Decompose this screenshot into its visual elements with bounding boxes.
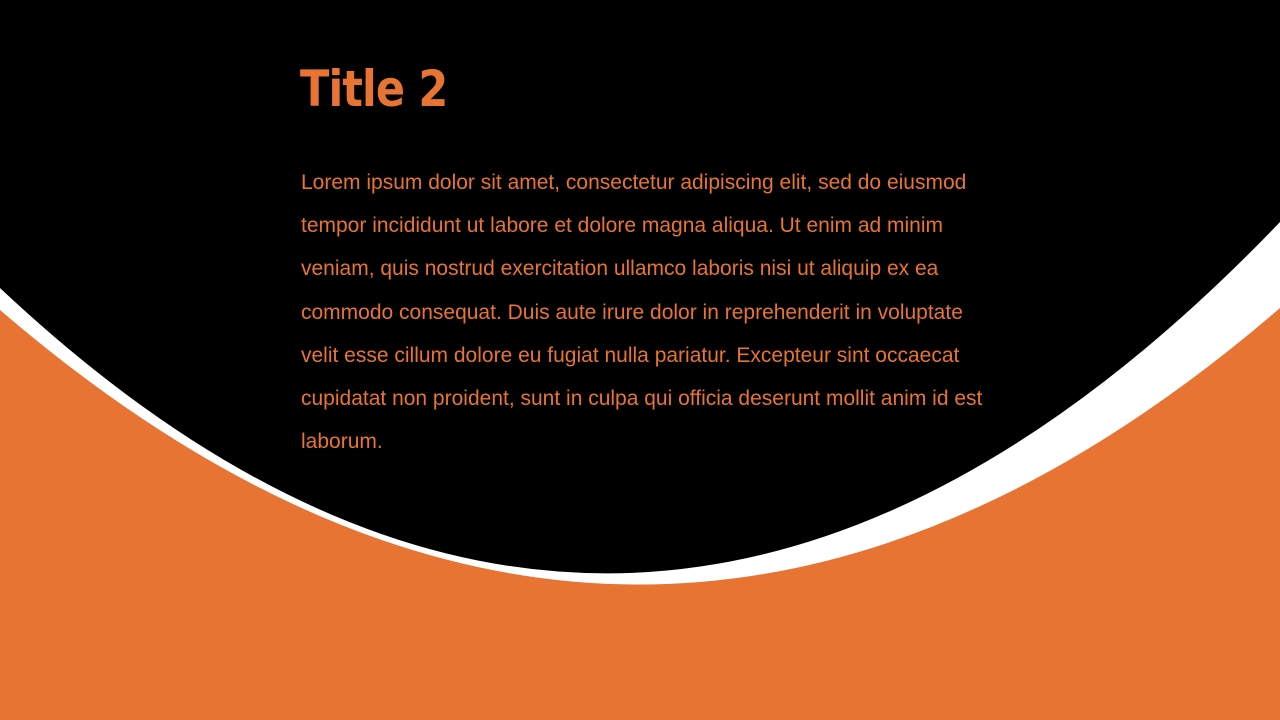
- slide-title: Title 2: [300, 60, 448, 118]
- slide-body-text: Lorem ipsum dolor sit amet, consectetur adipiscing elit, sed do eiusmod tempor incididunt ut labore et dolore magna aliqua. Ut enim ad minim veniam, quis nostrud exercitation ullamco laboris nisi ut aliquip ex ea commodo consequat. Duis aute irure dolor in reprehenderit in voluptate velit esse cillum dolore eu fugiat nulla pariatur. Excepteur sint occaecat cupidatat non proident, sunt in culpa qui officia deserunt mollit anim id est laborum.: [301, 171, 983, 454]
